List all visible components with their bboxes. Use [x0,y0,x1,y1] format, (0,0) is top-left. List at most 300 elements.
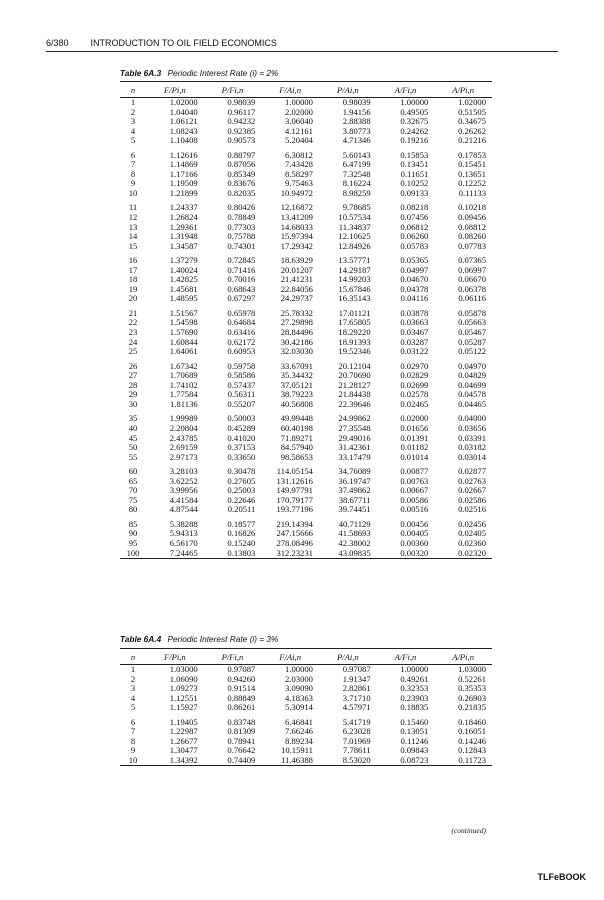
footer-brand: TLFeBOOK [537,872,586,882]
table-row [120,304,492,319]
factor-cell: 0.01656 [400,422,429,433]
factor-cell: 3.28103 [169,466,198,477]
factor-cell: 0.05287 [458,336,486,347]
factor-cell: 0.92385 [227,125,256,136]
factor-cell: 18.29220 [338,327,371,338]
factor-cell: 0.94260 [227,673,256,684]
period-cell: 25 [128,346,138,357]
factor-cell: 0.26262 [458,125,486,136]
factor-cell: 312.23231 [276,547,313,558]
factor-cell: 0.04970 [458,360,486,371]
factor-cell: 1.06121 [169,116,198,127]
factor-cell: 20.12104 [338,360,371,371]
factor-cell: 4.12161 [285,125,313,136]
factor-cell: 0.06378 [458,283,486,294]
table-6a4 [120,648,492,768]
factor-cell: 1.54598 [169,317,198,328]
period-cell: 2 [130,106,136,117]
factor-cell: 3.99956 [169,485,198,496]
factor-cell: 1.19509 [169,178,198,189]
factor-cell: 3.62252 [169,475,198,486]
factor-cell: 0.04578 [458,389,486,400]
factor-cell: 0.04378 [400,283,429,294]
column-header: P/Ai,n [319,649,377,665]
factor-cell: 7.66246 [285,726,313,737]
factor-cell: 0.02667 [458,485,486,496]
column-header: A/Pi,n [434,82,492,98]
factor-cell: 0.72845 [227,255,256,266]
period-cell: 35 [128,413,138,424]
factor-cell: 25.78332 [280,307,313,318]
factor-cell: 16.35143 [338,293,371,304]
factor-cell: 0.82035 [227,187,256,198]
column-header: F/Pi,n [146,82,204,98]
period-cell: 70 [128,485,138,496]
factor-cell: 0.86261 [227,702,256,713]
factor-cell: 8.53020 [342,754,371,765]
factor-cell: 0.09843 [400,745,429,756]
factor-cell: 14.68033 [280,221,313,232]
factor-cell: 22.39646 [338,398,371,409]
factor-cell: 219.14394 [276,518,313,529]
factor-cell: 1.99989 [169,413,198,424]
table-row [120,462,492,477]
factor-cell: 24.29737 [280,293,313,304]
factor-cell: 29.49016 [338,432,371,443]
factor-cell: 37.49862 [338,485,371,496]
factor-cell: 7.43428 [285,159,313,170]
period-cell: 3 [130,116,136,127]
factor-cell: 0.85349 [227,168,256,179]
factor-cell: 0.23903 [400,692,429,703]
table-6a3-label: Table 6A.3 [120,68,162,78]
factor-cell: 1.34392 [169,754,198,765]
period-cell: 15 [128,240,138,251]
factor-cell: 0.08218 [400,202,429,213]
factor-cell: 0.21835 [458,702,486,713]
factor-cell: 0.24262 [400,125,429,136]
factor-cell: 1.02000 [169,97,198,107]
factor-cell: 0.06670 [458,274,486,285]
factor-cell: 34.76089 [338,466,371,477]
table-row [120,251,492,266]
factor-cell: 1.48595 [169,293,198,304]
factor-cell: 0.74409 [227,754,256,765]
factor-cell: 27.35548 [338,422,371,433]
period-cell: 27 [128,370,138,381]
factor-cell: 0.21216 [458,135,486,146]
factor-cell: 0.00586 [400,494,429,505]
factor-cell: 1.00000 [400,664,429,674]
factor-cell: 1.03000 [169,664,198,674]
table-row [120,146,492,161]
factor-cell: 1.26824 [169,212,198,223]
factor-cell: 49.99448 [280,413,313,424]
factor-cell: 1.04040 [169,106,198,117]
factor-cell: 0.02829 [400,370,429,381]
factor-cell: 1.09273 [169,683,198,694]
factor-cell: 1.40024 [169,264,198,275]
factor-cell: 6.56170 [169,537,198,548]
factor-cell: 0.08260 [458,231,486,242]
factor-cell: 0.37153 [227,442,256,453]
table-row [120,294,492,304]
period-cell: 21 [128,307,138,318]
factor-cell: 0.32353 [400,683,429,694]
factor-cell: 0.03656 [458,422,486,433]
factor-cell: 1.14869 [169,159,198,170]
factor-cell: 0.03663 [400,317,429,328]
table-row [120,409,492,424]
factor-cell: 1.17166 [169,168,198,179]
factor-cell: 1.64061 [169,346,198,357]
factor-cell: 12.16872 [280,202,313,213]
factor-cell: 0.04000 [458,413,486,424]
factor-cell: 4.41584 [169,494,198,505]
factor-cell: 13.41209 [280,212,313,223]
factor-cell: 0.16826 [227,528,256,539]
period-cell: 95 [128,537,138,548]
period-cell: 28 [128,379,138,390]
factor-cell: 1.02000 [458,97,486,107]
period-cell: 9 [130,178,136,189]
factor-cell: 0.65978 [227,307,256,318]
factor-cell: 1.21899 [169,187,198,198]
factor-cell: 40.56808 [280,398,313,409]
factor-cell: 0.77303 [227,221,256,232]
factor-cell: 38.79223 [280,389,313,400]
factor-cell: 0.12843 [458,745,486,756]
factor-cell: 1.24337 [169,202,198,213]
factor-cell: 0.76642 [227,745,256,756]
factor-cell: 0.01182 [400,442,429,453]
factor-cell: 0.78941 [227,735,256,746]
factor-cell: 0.02456 [458,518,486,529]
factor-cell: 0.17853 [458,149,486,160]
factor-cell: 12.84926 [338,240,371,251]
table-row [120,136,492,146]
factor-cell: 9.78685 [342,202,371,213]
table-6a4-body [120,665,492,766]
factor-cell: 0.14246 [458,735,486,746]
period-cell: 24 [128,336,138,347]
factor-cell: 0.00877 [400,466,429,477]
factor-cell: 0.16051 [458,726,486,737]
factor-cell: 0.02578 [400,389,429,400]
factor-cell: 0.30478 [227,466,256,477]
factor-cell: 0.88849 [227,692,256,703]
factor-cell: 0.49505 [400,106,429,117]
factor-cell: 0.91514 [227,683,256,694]
factor-cell: 0.04829 [458,370,486,381]
factor-cell: 0.04699 [458,379,486,390]
factor-cell: 19.52346 [338,346,371,357]
factor-cell: 0.03878 [400,307,429,318]
factor-cell: 1.42825 [169,274,198,285]
factor-cell: 0.94232 [227,116,256,127]
factor-cell: 0.11723 [458,754,486,765]
factor-cell: 0.98039 [227,97,256,107]
factor-cell: 15.67846 [338,283,371,294]
factor-cell: 0.13651 [458,168,486,179]
factor-cell: 0.05365 [400,255,429,266]
factor-cell: 0.50003 [227,413,256,424]
factor-cell: 28.84496 [280,327,313,338]
factor-cell: 8.98259 [342,187,371,198]
period-cell: 4 [130,125,136,136]
factor-cell: 0.18460 [458,716,486,727]
table-6a3-body [120,98,492,559]
factor-cell: 41.58693 [338,528,371,539]
factor-cell: 1.29361 [169,221,198,232]
factor-cell: 0.09456 [458,212,486,223]
factor-cell: 7.32548 [342,168,371,179]
factor-cell: 0.00667 [400,485,429,496]
table-6a4-title: Periodic Interest Rate (i) = 3% [167,634,279,644]
period-cell: 6 [130,149,136,160]
factor-cell: 35.34432 [280,370,313,381]
factor-cell: 0.51505 [458,106,486,117]
factor-cell: 0.06260 [400,231,429,242]
factor-cell: 114.05154 [276,466,313,477]
factor-cell: 14.29187 [338,264,371,275]
factor-cell: 22.84056 [280,283,313,294]
factor-cell: 32.03030 [280,346,313,357]
factor-cell: 1.12616 [169,149,198,160]
table-row [120,242,492,252]
period-cell: 7 [130,726,136,737]
factor-cell: 43.09835 [338,547,371,558]
factor-cell: 40.71129 [338,518,371,529]
factor-cell: 1.00000 [285,664,313,674]
factor-cell: 193.77196 [276,504,313,515]
table-row [120,549,492,559]
running-header [46,38,558,48]
factor-cell: 0.22646 [227,494,256,505]
factor-cell: 0.67297 [227,293,256,304]
period-cell: 8 [130,168,136,179]
factor-cell: 0.96117 [227,106,256,117]
period-cell: 90 [128,528,138,539]
period-cell: 9 [130,745,136,756]
factor-cell: 1.00000 [285,97,313,107]
factor-cell: 0.49261 [400,673,429,684]
factor-cell: 0.90573 [227,135,256,146]
factor-cell: 4.18363 [285,692,313,703]
factor-cell: 0.02405 [458,528,486,539]
factor-cell: 0.57437 [227,379,256,390]
factor-cell: 0.15853 [400,149,429,160]
factor-cell: 0.13451 [400,159,429,170]
period-cell: 100 [126,547,140,558]
factor-cell: 24.99862 [338,413,371,424]
factor-cell: 1.15927 [169,702,198,713]
factor-cell: 1.74102 [169,379,198,390]
factor-cell: 1.19405 [169,716,198,727]
factor-cell: 2.69159 [169,442,198,453]
factor-cell: 0.02763 [458,475,486,486]
period-cell: 60 [128,466,138,477]
factor-cell: 36.19747 [338,475,371,486]
factor-cell: 0.07783 [458,240,486,251]
factor-cell: 0.80426 [227,202,256,213]
period-cell: 3 [130,683,136,694]
factor-cell: 0.62172 [227,336,256,347]
table-row [120,198,492,213]
factor-cell: 98.58653 [280,451,313,462]
period-cell: 30 [128,398,138,409]
factor-cell: 2.02000 [285,106,313,117]
factor-cell: 17.01121 [338,307,371,318]
period-cell: 17 [128,264,138,275]
factor-cell: 0.13051 [400,726,429,737]
factor-cell: 13.57771 [338,255,371,266]
factor-cell: 0.98039 [342,97,371,107]
period-cell: 19 [128,283,138,294]
factor-cell: 0.05663 [458,317,486,328]
factor-cell: 33.17479 [338,451,371,462]
table-6a3-title: Periodic Interest Rate (i) = 2% [167,68,279,78]
factor-cell: 1.00000 [400,97,429,107]
factor-cell: 0.06812 [400,221,429,232]
table-6a3 [120,81,492,561]
period-cell: 1 [130,97,136,107]
factor-cell: 0.11651 [400,168,429,179]
factor-cell: 0.02320 [458,547,486,558]
factor-cell: 170.79177 [276,494,313,505]
column-header: n [120,649,146,665]
factor-cell: 6.23028 [342,726,371,737]
period-cell: 7 [130,159,136,170]
factor-cell: 1.67342 [169,360,198,371]
factor-cell: 1.60844 [169,336,198,347]
table-row [120,400,492,410]
factor-cell: 38.67711 [338,494,371,505]
period-cell: 16 [128,255,138,266]
factor-cell: 0.03182 [458,442,486,453]
factor-cell: 21.84438 [338,389,371,400]
period-cell: 20 [128,293,138,304]
factor-cell: 0.56311 [227,389,256,400]
factor-cell: 0.10252 [400,178,429,189]
factor-cell: 0.27605 [227,475,256,486]
factor-cell: 0.97087 [227,664,256,674]
factor-cell: 17.65805 [338,317,371,328]
factor-cell: 1.77584 [169,389,198,400]
factor-cell: 0.59758 [227,360,256,371]
table-row [120,713,492,728]
factor-cell: 1.51567 [169,307,198,318]
period-cell: 80 [128,504,138,515]
period-cell: 75 [128,494,138,505]
factor-cell: 0.00360 [400,537,429,548]
period-cell: 10 [128,754,138,765]
factor-cell: 6.46841 [285,716,313,727]
period-cell: 26 [128,360,138,371]
period-cell: 50 [128,442,138,453]
period-cell: 4 [130,692,136,703]
factor-cell: 1.91347 [342,673,371,684]
factor-cell: 0.00456 [400,518,429,529]
table-6a4-caption [120,634,278,644]
factor-cell: 1.22987 [169,726,198,737]
factor-cell: 84.57940 [280,442,313,453]
factor-cell: 0.81309 [227,726,256,737]
column-header: A/Fi,n [377,649,435,665]
period-cell: 2 [130,673,136,684]
factor-cell: 0.02000 [400,413,429,424]
factor-cell: 5.38288 [169,518,198,529]
period-cell: 65 [128,475,138,486]
period-cell: 40 [128,422,138,433]
factor-cell: 14.99203 [338,274,371,285]
table-row [120,357,492,372]
factor-cell: 17.29342 [280,240,313,251]
factor-cell: 0.08812 [458,221,486,232]
period-cell: 55 [128,451,138,462]
factor-cell: 0.87056 [227,159,256,170]
factor-cell: 0.83748 [227,716,256,727]
factor-cell: 0.11246 [400,735,429,746]
factor-cell: 1.10408 [169,135,198,146]
factor-cell: 9.75463 [285,178,313,189]
factor-cell: 5.41719 [342,716,371,727]
factor-cell: 0.13803 [227,547,256,558]
factor-cell: 30.42186 [280,336,313,347]
factor-cell: 0.11133 [458,187,486,198]
factor-cell: 2.97173 [169,451,198,462]
factor-cell: 0.55207 [227,398,256,409]
factor-cell: 8.58297 [285,168,313,179]
factor-cell: 18.91393 [338,336,371,347]
continued-note: (continued) [451,826,486,835]
factor-cell: 0.05467 [458,327,486,338]
column-header: A/Pi,n [434,649,492,665]
factor-cell: 21.28127 [338,379,371,390]
factor-cell: 0.01391 [400,432,429,443]
factor-cell: 0.35353 [458,683,486,694]
table-row [120,756,492,766]
period-cell: 13 [128,221,138,232]
factor-cell: 0.08723 [400,754,429,765]
factor-cell: 0.06116 [458,293,486,304]
factor-cell: 0.04465 [458,398,486,409]
period-cell: 23 [128,327,138,338]
factor-cell: 1.03000 [458,664,486,674]
factor-cell: 2.88388 [342,116,371,127]
table-row [120,515,492,530]
factor-cell: 6.47199 [342,159,371,170]
column-header: F/Ai,n [261,649,319,665]
period-cell: 12 [128,212,138,223]
factor-cell: 27.29898 [280,317,313,328]
factor-cell: 1.94156 [342,106,371,117]
factor-cell: 39.74451 [338,504,371,515]
factor-cell: 15.97394 [280,231,313,242]
factor-cell: 0.04997 [400,264,429,275]
factor-cell: 8.16224 [342,178,371,189]
factor-cell: 0.34675 [458,116,486,127]
factor-cell: 0.03391 [458,432,486,443]
factor-cell: 0.20511 [227,504,256,515]
factor-cell: 0.06997 [458,264,486,275]
column-header: P/Ai,n [319,82,377,98]
factor-cell: 0.02877 [458,466,486,477]
factor-cell: 5.60143 [342,149,371,160]
period-cell: 6 [130,716,136,727]
period-cell: 8 [130,735,136,746]
header-rule [46,51,558,52]
